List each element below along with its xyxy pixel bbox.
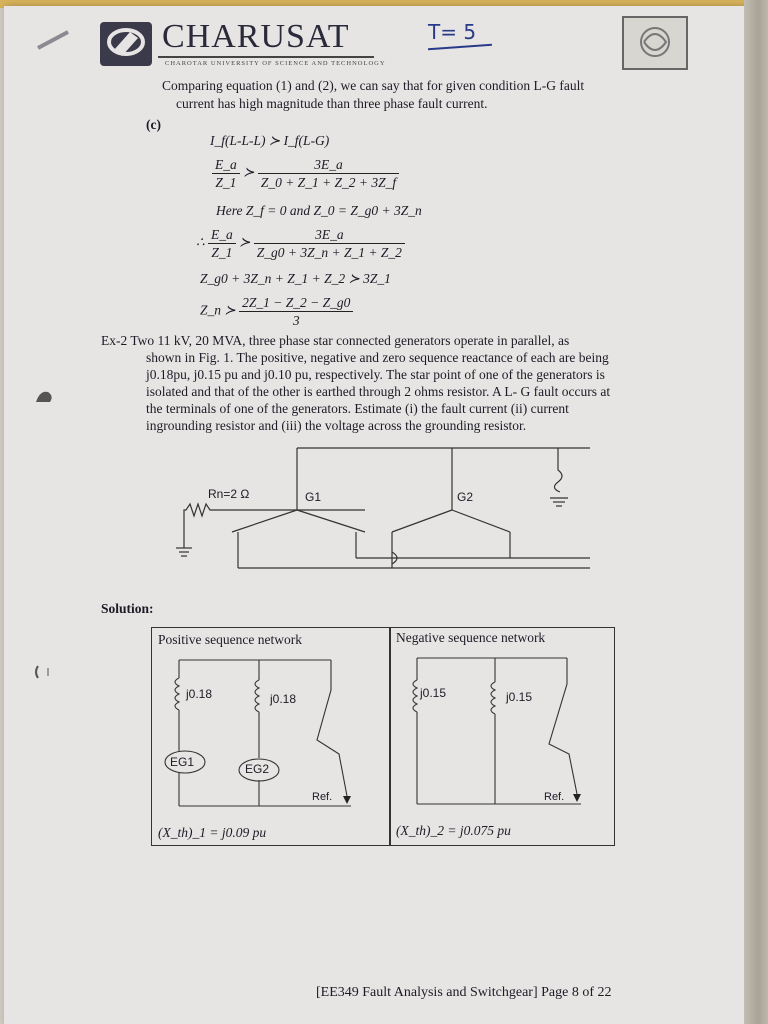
- intro-line-2: current has high magnitude than three phase fault current.: [176, 96, 488, 111]
- example-line-1: Ex-2 Two 11 kV, 20 MVA, three phase star connected generators operate in parallel, as: [101, 333, 570, 348]
- solution-label: Solution:: [101, 601, 154, 616]
- equation-6: [200, 294, 353, 329]
- pos-x2-label: j0.18: [270, 692, 297, 706]
- eq6-den: 3: [292, 313, 300, 328]
- eq4-num-right: 3E_a: [254, 226, 405, 244]
- brand-name: CHARUSAT: [162, 18, 350, 55]
- eq2-num-right: 3E_a: [258, 156, 399, 174]
- charusat-logo-icon: [100, 22, 152, 66]
- binder-hole-mark-icon: [34, 388, 56, 406]
- eq2-den-left: Z_1: [215, 175, 237, 190]
- page-footer: [EE349 Fault Analysis and Switchgear] Page 8 of 22: [316, 985, 612, 1000]
- equation-4: ∴ $\frac{E\_a}{Z\_1}$ ≻ $\frac{3E\_a}{Z\_g0 + 3Z\_n + Z\_1 + Z\_2}$: [196, 226, 405, 261]
- brand-tagline: CHAROTAR UNIVERSITY OF SCIENCE AND TECHNOLOGY: [165, 60, 386, 67]
- example-line-3: j0.18pu, j0.15 pu and j0.10 pu, respectively. The star point of one of the generators is: [146, 367, 605, 382]
- page-edge-shadow: [744, 0, 768, 1024]
- example-line-5: the terminals of one of the generators. Estimate (i) the fault current (ii) current: [146, 401, 569, 416]
- pos-x1-label: j0.18: [186, 687, 213, 701]
- eq6-num: 2Z_1 − Z_2 − Z_g0: [239, 294, 353, 312]
- pos-ref-label: Ref.: [312, 791, 333, 803]
- eq6-left: Z_n ≻: [200, 302, 236, 318]
- neg-x2-label: j0.15: [506, 690, 533, 704]
- neg-x1-label: j0.15: [420, 686, 447, 700]
- handwritten-note: T= 5: [428, 20, 477, 44]
- eq2-den-right: Z_0 + Z_1 + Z_2 + 3Z_f: [260, 175, 397, 190]
- eg1-source-label: EG1: [170, 755, 195, 769]
- example-line-6: ingrounding resistor and (iii) the voltage across the grounding resistor.: [146, 418, 527, 433]
- pos-result: (X_th)_1 = j0.09 pu: [158, 825, 267, 840]
- eq4-den-right: Z_g0 + 3Z_n + Z_1 + Z_2: [256, 245, 402, 260]
- negative-network-diagram: [389, 650, 613, 820]
- eg2-source-label: EG2: [245, 762, 270, 776]
- binder-hole-mark-2-icon: [34, 664, 54, 680]
- positive-network-title: Positive sequence network: [158, 632, 302, 647]
- intro-line-1: Comparing equation (1) and (2), we can say that for given condition L-G fault: [162, 78, 585, 93]
- fig1-circuit-diagram: [170, 440, 590, 600]
- neg-result: (X_th)_2 = j0.075 pu: [396, 823, 511, 838]
- eq4-num-left: E_a: [208, 226, 236, 244]
- brand-underline: [158, 56, 374, 58]
- eq2-num-left: E_a: [212, 156, 240, 174]
- example-line-2: shown in Fig. 1. The positive, negative and zero sequence reactance of each are being: [146, 350, 609, 365]
- equation-3: Here Z_f = 0 and Z_0 = Z_g0 + 3Z_n: [216, 203, 422, 218]
- positive-network-diagram: [151, 650, 389, 820]
- equation-1: I_f(L-L-L) ≻ I_f(L-G): [210, 133, 330, 148]
- g2-label: G2: [457, 490, 474, 504]
- part-label: (c): [146, 117, 161, 132]
- department-seal-icon: [622, 16, 688, 70]
- negative-network-title: Negative sequence network: [396, 630, 546, 645]
- equation-2: $\frac{E\_a}{Z\_1}$ ≻ $\frac{3E\_a}{Z\_0 + Z\_1 + Z\_2 + 3Z\_f}$: [212, 156, 399, 191]
- neg-ref-label: Ref.: [544, 791, 565, 803]
- eq4-den-left: Z_1: [211, 245, 233, 260]
- example-line-4: isolated and that of the other is earthed through 2 ohms resistor. A L- G fault occurs at: [146, 384, 611, 399]
- g1-label: G1: [305, 490, 322, 504]
- rn-label: Rn=2 Ω: [208, 487, 250, 501]
- equation-5: Z_g0 + 3Z_n + Z_1 + Z_2 ≻ 3Z_1: [200, 271, 391, 286]
